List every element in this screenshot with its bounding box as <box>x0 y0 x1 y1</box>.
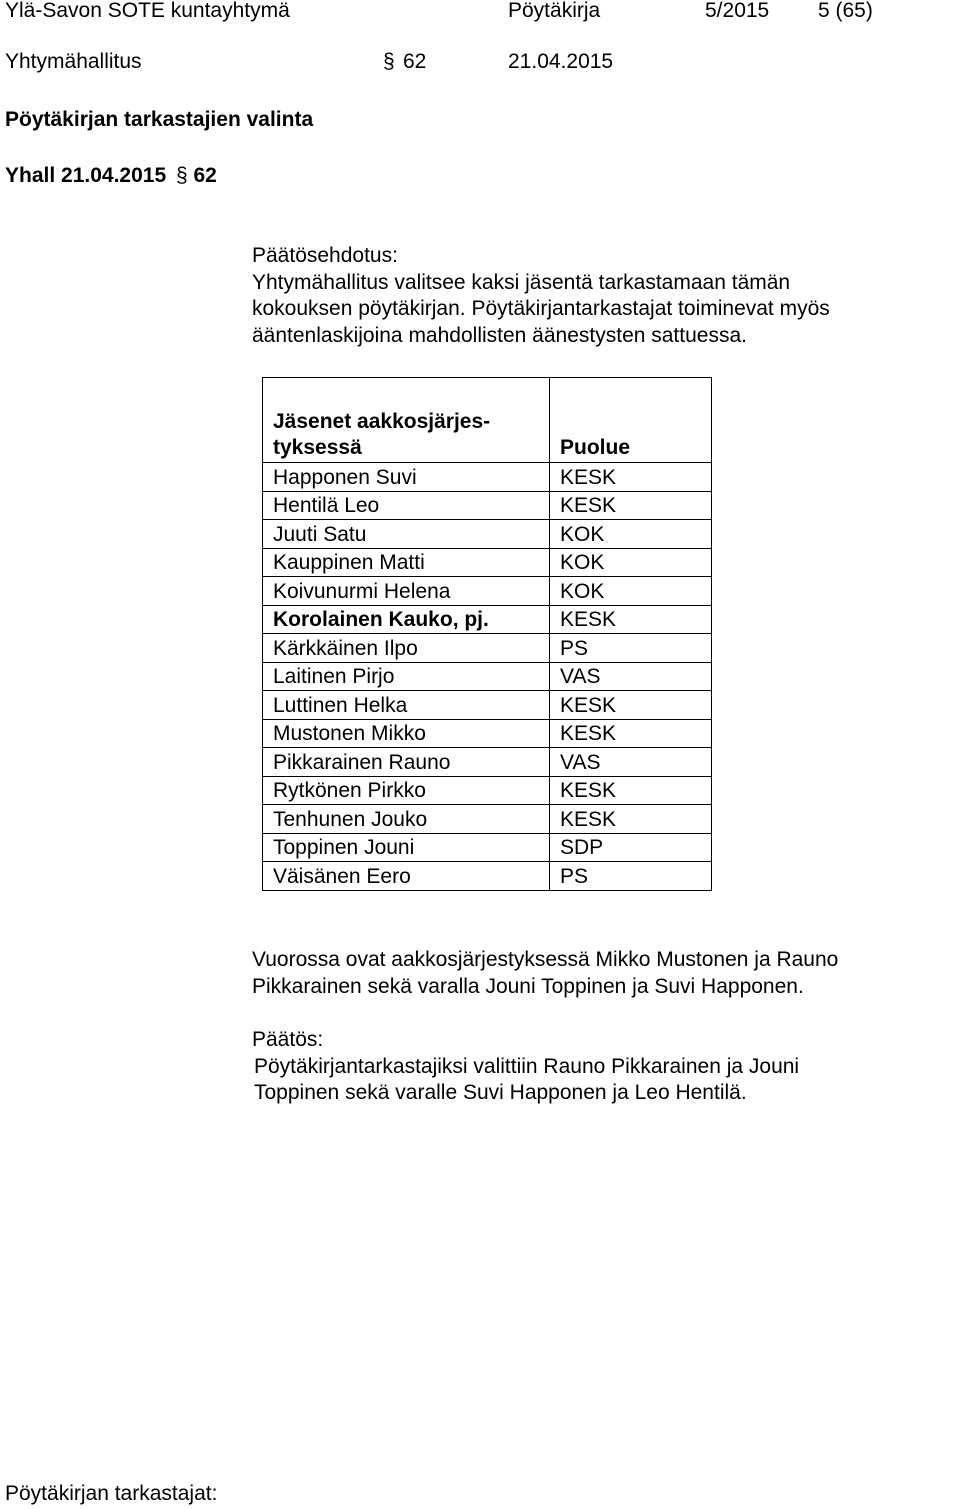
table-header-members-line2: tyksessä <box>273 436 362 459</box>
turn-line: Vuorossa ovat aakkosjärjestyksessä Mikko Mustonen ja Rauno <box>252 948 839 971</box>
member-name: Laitinen Pirjo <box>263 662 550 691</box>
turn-line: Pikkarainen sekä varalla Jouni Toppinen ja Suvi Happonen. <box>252 975 804 998</box>
member-name: Happonen Suvi <box>263 463 550 492</box>
turn-paragraph <box>252 946 838 1000</box>
member-party: KESK <box>550 805 712 834</box>
member-name: Pikkarainen Rauno <box>263 748 550 777</box>
table-header-members-line1: Jäsenet aakkosjärjes- <box>273 410 491 433</box>
document-type: Pöytäkirja <box>508 0 601 22</box>
reference-section-symbol: § <box>175 164 188 187</box>
footer-label: Pöytäkirjan tarkastajat: <box>5 1482 218 1505</box>
member-party: KESK <box>550 719 712 748</box>
table-row <box>263 491 712 520</box>
table-row <box>263 662 712 691</box>
table-row <box>263 776 712 805</box>
reference-line <box>5 163 217 189</box>
member-name: Rytkönen Pirkko <box>263 776 550 805</box>
table-header-party: Puolue <box>550 378 712 463</box>
section-number: 62 <box>403 50 427 73</box>
table-row <box>263 805 712 834</box>
member-party: KESK <box>550 605 712 634</box>
member-name: Hentilä Leo <box>263 491 550 520</box>
proposal-block <box>252 243 830 349</box>
member-name: Tenhunen Jouko <box>263 805 550 834</box>
member-party: SDP <box>550 833 712 862</box>
table-row <box>263 520 712 549</box>
member-party: KESK <box>550 691 712 720</box>
member-name: Kärkkäinen Ilpo <box>263 634 550 663</box>
members-table <box>262 377 712 891</box>
decision-line: Toppinen sekä varalle Suvi Happonen ja Leo Hentilä. <box>254 1081 747 1104</box>
member-name: Mustonen Mikko <box>263 719 550 748</box>
member-party: KESK <box>550 776 712 805</box>
decision-block <box>252 1027 799 1107</box>
table-row <box>263 548 712 577</box>
member-name: Väisänen Eero <box>263 862 550 891</box>
document-number: 5/2015 <box>705 0 770 22</box>
table-row <box>263 691 712 720</box>
member-party: PS <box>550 634 712 663</box>
proposal-line: ääntenlaskijoina mahdollisten äänestysten sattuessa. <box>252 323 747 347</box>
reference-section: 62 <box>193 164 217 187</box>
member-party: KOK <box>550 548 712 577</box>
member-name: Luttinen Helka <box>263 691 550 720</box>
page-title: Pöytäkirjan tarkastajien valinta <box>5 108 314 131</box>
table-row <box>263 719 712 748</box>
decision-line: Pöytäkirjantarkastajiksi valittiin Rauno Pikkarainen ja Jouni <box>254 1054 800 1078</box>
meeting-date: 21.04.2015 <box>508 50 614 73</box>
table-row <box>263 634 712 663</box>
table-header-members <box>263 378 550 463</box>
proposal-line: kokouksen pöytäkirjan. Pöytäkirjantarkastajat toiminevat myös <box>252 297 830 320</box>
table-row <box>263 577 712 606</box>
table-row <box>263 605 712 634</box>
member-name-chair: Korolainen Kauko, pj. <box>263 605 550 634</box>
member-party: KOK <box>550 520 712 549</box>
member-party: KESK <box>550 491 712 520</box>
proposal-label: Päätösehdotus: <box>252 244 398 267</box>
member-party: VAS <box>550 662 712 691</box>
organization-name: Ylä-Savon SOTE kuntayhtymä <box>5 0 290 22</box>
member-name: Juuti Satu <box>263 520 550 549</box>
table-header-row <box>263 378 712 463</box>
governing-body: Yhtymähallitus <box>5 50 142 73</box>
member-name: Kauppinen Matti <box>263 548 550 577</box>
member-name: Koivunurmi Helena <box>263 577 550 606</box>
table-row <box>263 862 712 891</box>
member-name: Toppinen Jouni <box>263 833 550 862</box>
page-number: 5 (65) <box>818 0 873 22</box>
table-row <box>263 748 712 777</box>
section-symbol: § <box>383 50 395 73</box>
member-party: VAS <box>550 748 712 777</box>
table-row <box>263 833 712 862</box>
decision-label: Päätös: <box>252 1028 324 1051</box>
member-party: KESK <box>550 463 712 492</box>
member-party: KOK <box>550 577 712 606</box>
table-row <box>263 463 712 492</box>
member-party: PS <box>550 862 712 891</box>
reference-text: Yhall 21.04.2015 <box>5 164 167 187</box>
proposal-line: Yhtymähallitus valitsee kaksi jäsentä tarkastamaan tämän <box>252 270 791 294</box>
